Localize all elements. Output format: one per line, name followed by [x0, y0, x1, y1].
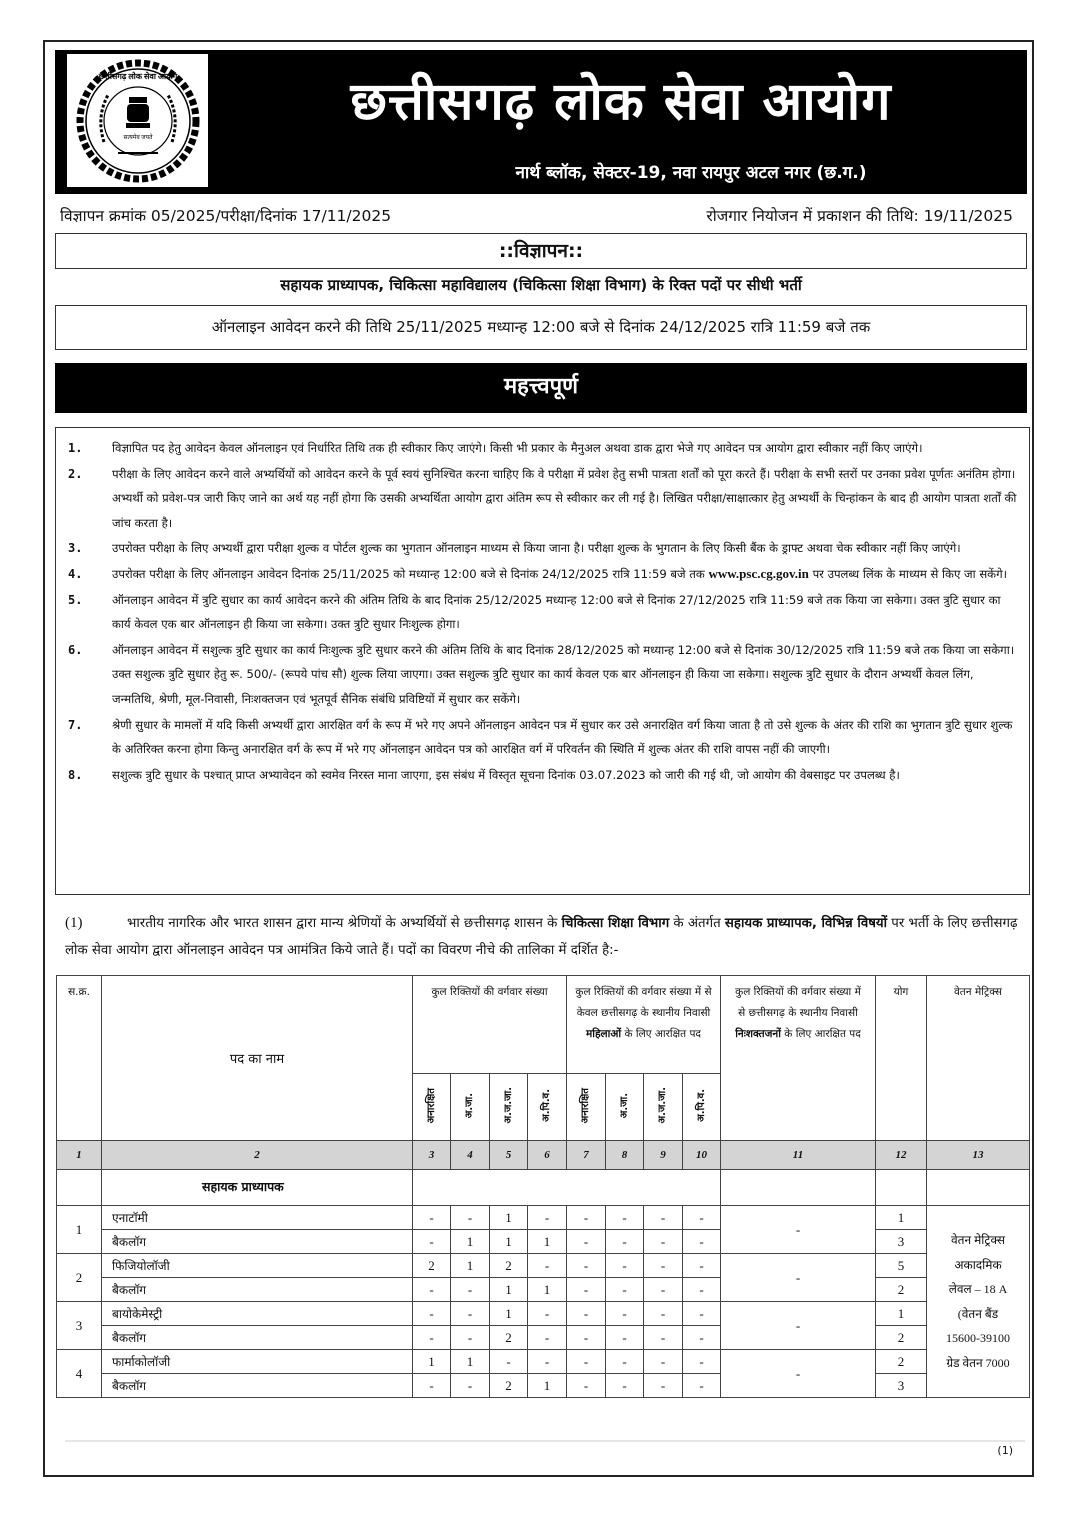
column-number: 12: [876, 1141, 927, 1170]
header-category: [567, 1074, 606, 1141]
empty-cell: [721, 1170, 876, 1206]
header-text: कुल रिक्तियों की वर्गवार संख्या में से केवल छत्तीसगढ़ के स्थानीय निवासी: [575, 986, 712, 1019]
vacancy-cell: -: [451, 1206, 490, 1230]
header-post-name: पद का नाम: [102, 976, 413, 1141]
post-name: एनाटॉमी: [102, 1206, 413, 1230]
note-number: 3.: [68, 541, 83, 556]
table-row: [57, 1254, 1030, 1278]
post-name: बैकलॉग: [102, 1326, 413, 1350]
total-cell: 2: [876, 1326, 927, 1350]
serial-number: 1: [57, 1206, 102, 1254]
vacancy-cell: -: [606, 1302, 644, 1326]
website-link[interactable]: www.psc.cg.gov.in: [708, 565, 809, 581]
section-row: [57, 1170, 1030, 1206]
vacancy-cell: -: [567, 1374, 606, 1398]
vacancy-cell: -: [644, 1278, 683, 1302]
note-text-part: पर उपलब्ध लिंक के माध्यम से किए जा सकेंगे।: [808, 566, 1008, 581]
category-label: अ.पि.व.: [541, 1089, 552, 1122]
vacancy-cell: -: [567, 1350, 606, 1374]
vacancy-cell: -: [683, 1326, 721, 1350]
column-number: 4: [451, 1141, 490, 1170]
post-name: बायोकेमेस्ट्री: [102, 1302, 413, 1326]
post-name: फिजियोलॉजी: [102, 1254, 413, 1278]
application-dates: ऑनलाइन आवेदन करने की तिथि 25/11/2025 मध्यान्ह 12:00 बजे से दिनांक 24/12/2025 रात्रि 11:59 बजे तक: [55, 305, 1027, 350]
category-label: अ.ज.जा.: [657, 1087, 668, 1124]
pay-matrix-line: (वेतन बैंड: [957, 1306, 999, 1321]
category-label: अ.पि.व.: [695, 1089, 707, 1122]
note-number: 1.: [68, 441, 83, 455]
vacancy-cell: 1: [451, 1230, 490, 1254]
total-cell: 3: [876, 1230, 927, 1254]
vacancy-cell: -: [606, 1374, 644, 1398]
note-number: 4.: [68, 566, 83, 581]
note-item: [68, 536, 1019, 561]
note-number: 2.: [68, 466, 83, 481]
note-text: [112, 562, 1019, 587]
vacancy-cell: -: [528, 1302, 567, 1326]
vacancy-cell: -: [606, 1278, 644, 1302]
note-number: 8.: [68, 767, 83, 782]
category-label: अनारक्षित: [580, 1087, 591, 1124]
column-number: 7: [567, 1141, 606, 1170]
header-serial: स.क्र.: [57, 976, 102, 1141]
note-text: ऑनलाइन आवेदन में त्रुटि सुधार का कार्य आवेदन करने की अंतिम तिथि के बाद दिनांक 25/12/2025 मध्यान्ह 12:00 बजे से दिनांक 27/12/2025 रात्रि 11:59 बजे तक किया जा सकेगा। उक्त त्रुटि सुधार का कार्य केवल एक बार ऑनलाइन ही किया जा सकेगा। उक्त त्रुटि सुधार निःशुल्क होगा।: [112, 592, 1001, 632]
vacancy-cell: 1: [528, 1278, 567, 1302]
vacancy-cell: -: [490, 1350, 528, 1374]
paragraph-number: (1): [65, 915, 83, 931]
vacancy-cell: -: [644, 1230, 683, 1254]
vacancy-cell: 2: [490, 1326, 528, 1350]
note-text: विज्ञापित पद हेतु आवेदन केवल ऑनलाइन एवं निर्धारित तिथि तक ही स्वीकार किए जाएंगे। किसी भी प्रकार के मैनुअल अथवा डाक द्वारा भेजे गए आवेदन पत्र आयोग द्वारा स्वीकार नहीं किए जाएंगे।: [112, 441, 923, 455]
vacancy-cell: -: [567, 1230, 606, 1254]
note-item: [68, 462, 1019, 536]
vacancy-cell: -: [567, 1326, 606, 1350]
vacancy-cell: -: [413, 1278, 451, 1302]
empty-cell: [413, 1170, 721, 1206]
header-text: कुल रिक्तियों की वर्गवार संख्या में से छत्तीसगढ़ के स्थानीय निवासी: [735, 986, 861, 1019]
pay-matrix-line: 15600-39100: [946, 1331, 1010, 1345]
total-cell: 3: [876, 1374, 927, 1398]
vacancy-cell: -: [644, 1254, 683, 1278]
vacancy-cell: 1: [451, 1350, 490, 1374]
header-category: [683, 1074, 721, 1141]
vacancy-cell: -: [528, 1254, 567, 1278]
vacancy-cell: -: [683, 1206, 721, 1230]
vacancy-cell: -: [413, 1302, 451, 1326]
vacancy-cell: 1: [413, 1350, 451, 1374]
note-text: सशुल्क त्रुटि सुधार के पश्चात् प्राप्त अभ्यावेदन को स्वमेव निरस्त माना जाएगा, इस संबंध में विस्तृत सूचना दिनांक 03.07.2023 को जारी की गई थी, जो आयोग की वेबसाइट पर उपलब्ध है।: [112, 767, 900, 782]
column-number: 11: [721, 1141, 876, 1170]
header-total: योग: [876, 976, 927, 1141]
advertisement-number: विज्ञापन क्रमांक 05/2025/परीक्षा/दिनांक 17/11/2025: [60, 207, 392, 225]
vacancy-cell: -: [606, 1326, 644, 1350]
vacancy-cell: 1: [490, 1230, 528, 1254]
note-item: [68, 562, 1019, 587]
vacancy-cell: -: [644, 1326, 683, 1350]
vacancy-cell: -: [451, 1278, 490, 1302]
empty-cell: [927, 1170, 1030, 1206]
vacancy-cell: -: [528, 1326, 567, 1350]
serial-number: 4: [57, 1350, 102, 1398]
table-row: [57, 1278, 1030, 1302]
publication-date: रोजगार नियोजन में प्रकाशन की तिथि: 19/11/2025: [706, 207, 1013, 225]
vacancy-cell: -: [683, 1278, 721, 1302]
masthead: [55, 50, 1027, 194]
note-number: 7.: [68, 717, 83, 732]
note-item: [68, 436, 1019, 461]
note-text: परीक्षा के लिए आवेदन करने वाले अभ्यर्थियों को आवेदन करने के पूर्व स्वयं सुनिश्चित करना चाहिए कि वे परीक्षा में प्रवेश हेतु सभी पात्रता शर्तों को पूरा करते हैं। परीक्षा के सभी स्तरों पर उनका प्रवेश पूर्णतः अनंतिम होगा। अभ्यर्थी को प्रवेश-पत्र जारी किए जाने का अर्थ यह नहीं होगा कि उसकी अभ्यर्थिता आयोग द्वारा अंतिम रूप से स्वीकार कर ली गई है। लिखित परीक्षा/साक्षात्कार हेतु अभ्यर्थी के चिन्हांकन के बाद ही आयोग पात्रता शर्तों की जांच करता है।: [112, 466, 1017, 530]
category-label: अनारक्षित: [425, 1087, 437, 1124]
intro-bold: सहायक प्राध्यापक, विभिन्न विषयों: [724, 916, 888, 931]
serial-number: 3: [57, 1302, 102, 1350]
total-cell: 1: [876, 1206, 927, 1230]
vacancy-cell: -: [644, 1350, 683, 1374]
pay-matrix-line: लेवल – 18 A: [948, 1282, 1008, 1296]
vacancy-cell: 2: [490, 1374, 528, 1398]
vacancy-cell: -: [528, 1206, 567, 1230]
reference-row: [60, 204, 1013, 226]
header-total-vacancies: कुल रिक्तियों की वर्गवार संख्या: [413, 976, 567, 1074]
intro-text: पर भर्ती के लिए छत्तीसगढ़ लोक सेवा आयोग द्वारा ऑनलाइन आवेदन पत्र आमंत्रित किये जाते हैं। पदों का विवरण नीचे की तालिका में दर्शित है:-: [65, 916, 1018, 958]
vacancy-cell: -: [413, 1206, 451, 1230]
vacancy-cell: 1: [490, 1278, 528, 1302]
vacancy-cell: -: [683, 1374, 721, 1398]
vacancy-cell: 2: [413, 1254, 451, 1278]
pay-matrix-line: वेतन मेट्रिक्स: [950, 1233, 1006, 1247]
total-cell: 2: [876, 1350, 927, 1374]
vacancy-cell: -: [567, 1278, 606, 1302]
category-label: अ.जा.: [618, 1092, 630, 1119]
vacancy-table: [56, 975, 1030, 1398]
vacancy-cell: -: [644, 1302, 683, 1326]
intro-text: भारतीय नागरिक और भारत शासन द्वारा मान्य श्रेणियों के अभ्यर्थियों से छत्तीसगढ़ शासन के: [127, 916, 562, 931]
vacancy-cell: -: [413, 1230, 451, 1254]
vacancy-cell: -: [567, 1206, 606, 1230]
column-number: 8: [606, 1141, 644, 1170]
vacancy-cell: -: [528, 1350, 567, 1374]
vacancy-cell: -: [413, 1326, 451, 1350]
header-text-bold: महिलाओं: [585, 1028, 622, 1040]
intro-text: के अंतर्गत: [669, 916, 725, 931]
org-address: नार्थ ब्लॉक, सेक्टर-19, नवा रायपुर अटल नगर (छ.ग.): [515, 163, 867, 183]
empty-cell: [57, 1170, 102, 1206]
disabled-reserved-cell: -: [721, 1254, 876, 1302]
svg-text:सत्यमेव जयते: सत्यमेव जयते: [122, 134, 153, 141]
column-number-row: [57, 1141, 1030, 1170]
header-text-bold: निःशक्तजनों: [735, 1028, 781, 1040]
serial-number: 2: [57, 1254, 102, 1302]
total-cell: 1: [876, 1302, 927, 1326]
section-title: सहायक प्राध्यापक: [102, 1170, 413, 1206]
header-text: के लिए आरक्षित पद: [780, 1028, 861, 1040]
column-number: 10: [683, 1141, 721, 1170]
intro-paragraph: [65, 910, 1028, 964]
footer-divider: [65, 1440, 1025, 1442]
vacancy-cell: -: [451, 1326, 490, 1350]
note-item: [68, 763, 1019, 788]
disabled-reserved-cell: -: [721, 1350, 876, 1398]
post-name: बैकलॉग: [102, 1278, 413, 1302]
vacancy-cell: -: [606, 1350, 644, 1374]
table-header-row: [57, 976, 1030, 1074]
table-row: [57, 1302, 1030, 1326]
vacancy-cell: -: [413, 1374, 451, 1398]
note-text-part: उपरोक्त परीक्षा के लिए ऑनलाइन आवेदन दिनांक 25/11/2025 को मध्यान्ह 12:00 बजे से दिनांक 24/12/2025 रात्रि 11:59 बजे तक: [112, 566, 709, 581]
table-row: [57, 1206, 1030, 1230]
important-notes: [55, 427, 1030, 895]
header-text: के लिए आरक्षित पद: [621, 1028, 701, 1040]
header-category: [413, 1074, 451, 1141]
note-number: 5.: [68, 592, 83, 607]
vacancy-cell: -: [644, 1206, 683, 1230]
category-label: अ.जा.: [464, 1092, 475, 1119]
post-name: बैकलॉग: [102, 1230, 413, 1254]
pay-matrix-line: ग्रेड वेतन 7000: [946, 1355, 1010, 1370]
svg-text:छत्तीसगढ़ लोक सेवा आयोग: छत्तीसगढ़ लोक सेवा आयोग: [98, 71, 177, 81]
pay-matrix-cell: [927, 1206, 1030, 1398]
column-number: 3: [413, 1141, 451, 1170]
column-number: 5: [490, 1141, 528, 1170]
header-category: [490, 1074, 528, 1141]
category-label: अ.ज.जा.: [502, 1087, 514, 1124]
note-number: 6.: [68, 642, 83, 657]
note-text: ऑनलाइन आवेदन में सशुल्क त्रुटि सुधार का कार्य निःशुल्क त्रुटि सुधार करने की अंतिम तिथि के बाद दिनांक 28/12/2025 को मध्यान्ह 12:00 बजे से दिनांक 30/12/2025 रात्रि 11:59 बजे तक किया जा सकेगा। उक्त सशुल्क त्रुटि सुधार हेतु रू. 500/- (रूपये पांच सौ) शुल्क लिया जाएगा। उक्त सशुल्क त्रुटि सुधार का कार्य केवल एक बार ऑनलाइन ही किया जा सकेगा। सशुल्क त्रुटि सुधार के दौरान अभ्यर्थी केवल लिंग, जन्मतिथि, श्रेणी, मूल-निवासी, निःशक्तजन एवं भूतपूर्व सैनिक संबंधि प्रविष्टियों में सुधार कर सकेंगे।: [112, 642, 1015, 706]
vacancy-cell: -: [644, 1374, 683, 1398]
disabled-reserved-cell: -: [721, 1206, 876, 1254]
vacancy-cell: -: [606, 1254, 644, 1278]
vacancy-cell: -: [606, 1230, 644, 1254]
vacancy-cell: -: [683, 1302, 721, 1326]
header-disabled-reserved: [721, 976, 876, 1141]
post-name: बैकलॉग: [102, 1374, 413, 1398]
note-text: श्रेणी सुधार के मामलों में यदि किसी अभ्यर्थी द्वारा आरक्षित वर्ग के रूप में भरे गए अपने ऑनलाइन आवेदन पत्र में सुधार कर उसे अनारक्षित वर्ग किया जाता है तो उसे शुल्क के अंतर की राशि का भुगतान त्रुटि सुधार शुल्क के अतिरिक्त करना होगा किन्तु अनारक्षित वर्ग के रूप में भरे गए ऑनलाइन आवेदन पत्र को आरक्षित वर्ग में परिवर्तन की स्थिति में शुल्क अंतर की राशि वापस नहीं की जाएगी।: [112, 717, 1013, 757]
vacancy-cell: 1: [451, 1254, 490, 1278]
header-category: [644, 1074, 683, 1141]
table-row: [57, 1350, 1030, 1374]
vacancy-cell: 1: [490, 1302, 528, 1326]
header-pay-matrix: वेतन मेट्रिक्स: [927, 976, 1030, 1141]
vacancy-cell: 1: [490, 1206, 528, 1230]
vacancy-cell: 2: [490, 1254, 528, 1278]
cgpsc-emblem-seal-icon: [67, 54, 208, 187]
header-category: [606, 1074, 644, 1141]
note-item: [68, 588, 1019, 637]
column-number: 13: [927, 1141, 1030, 1170]
vacancy-cell: 1: [528, 1374, 567, 1398]
vacancy-cell: -: [683, 1254, 721, 1278]
table-row: [57, 1230, 1030, 1254]
empty-cell: [876, 1170, 927, 1206]
note-text: उपरोक्त परीक्षा के लिए अभ्यर्थी द्वारा परीक्षा शुल्क व पोर्टल शुल्क का भुगतान ऑनलाइन माध्यम से किया जाना है। परीक्षा शुल्क के भुगतान के लिए किसी बैंक के ड्राफ्ट अथवा चेक स्वीकार नहीं किए जाएंगे।: [112, 541, 961, 556]
important-title: महत्त्वपूर्ण: [55, 363, 1027, 413]
column-number: 1: [57, 1141, 102, 1170]
column-number: 9: [644, 1141, 683, 1170]
pay-matrix-line: अकादमिक: [954, 1257, 1002, 1272]
header-women-reserved: [567, 976, 721, 1074]
column-number: 6: [528, 1141, 567, 1170]
header-category: [528, 1074, 567, 1141]
intro-bold: चिकित्सा शिक्षा विभाग: [561, 916, 670, 931]
note-item: [68, 638, 1019, 712]
header-category: [451, 1074, 490, 1141]
vacancy-cell: -: [451, 1302, 490, 1326]
vacancy-cell: -: [567, 1302, 606, 1326]
total-cell: 5: [876, 1254, 927, 1278]
vacancy-cell: -: [451, 1374, 490, 1398]
column-number: 2: [102, 1141, 413, 1170]
disabled-reserved-cell: -: [721, 1302, 876, 1350]
vacancy-cell: 1: [528, 1230, 567, 1254]
table-row: [57, 1326, 1030, 1350]
org-title: छत्तीसगढ़ लोक सेवा आयोग: [350, 72, 892, 132]
advertisement-subject: सहायक प्राध्यापक, चिकित्सा महाविद्यालय (चिकित्सा शिक्षा विभाग) के रिक्त पदों पर सीधी भर्ती: [280, 276, 802, 294]
vacancy-cell: -: [606, 1206, 644, 1230]
note-item: [68, 713, 1019, 762]
post-name: फार्माकोलॉजी: [102, 1350, 413, 1374]
vacancy-cell: -: [567, 1254, 606, 1278]
total-cell: 2: [876, 1278, 927, 1302]
table-row: [57, 1374, 1030, 1398]
vacancy-cell: -: [683, 1350, 721, 1374]
vacancy-cell: -: [683, 1230, 721, 1254]
advertisement-heading: ::विज्ञापन::: [55, 233, 1027, 269]
page-number: (1): [997, 1444, 1013, 1457]
